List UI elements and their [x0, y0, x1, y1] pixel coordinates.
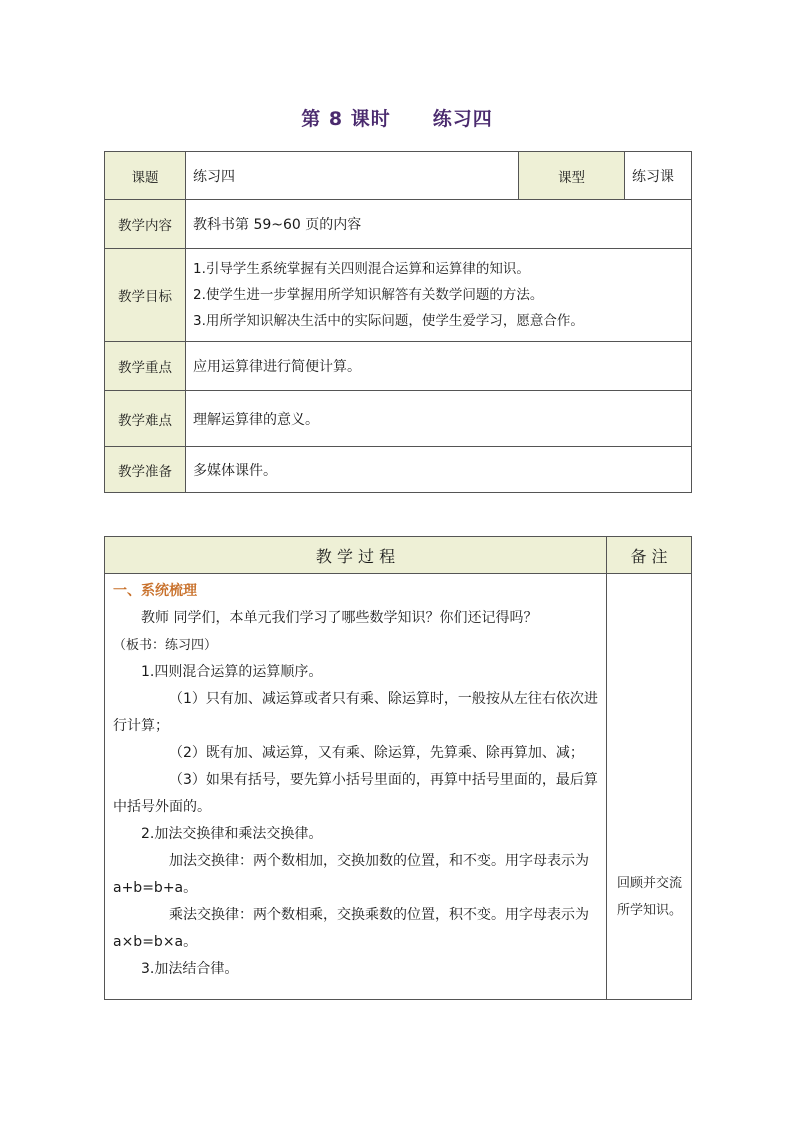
goal-item: 1.引导学生系统掌握有关四则混合运算和运算律的知识。: [193, 261, 530, 277]
item-heading: 3.加法结合律。: [141, 961, 239, 977]
prep-value: 多媒体课件。: [186, 447, 692, 493]
topic-label: 课题: [105, 152, 186, 200]
goal-item: 3.用所学知识解决生活中的实际问题，使学生爱学习，愿意合作。: [193, 313, 584, 329]
goal-item: 2.使学生进一步掌握用所学知识解答有关数学问题的方法。: [193, 287, 544, 303]
item-heading: 1.四则混合运算的运算顺序。: [141, 664, 323, 680]
rule-text: （3）如果有括号，要先算小括号里面的，再算中括号里面的，最后算中括号外面的。: [113, 772, 598, 815]
lesson-topic: 练习四: [432, 108, 493, 130]
key-label: 教学重点: [105, 342, 186, 391]
prep-label: 教学准备: [105, 447, 186, 493]
notes-header: 备 注: [607, 537, 692, 574]
difficulty-label: 教学难点: [105, 391, 186, 447]
rule-text: （2）既有加、减运算，又有乘、除运算，先算乘、除再算加、减；: [169, 745, 584, 761]
rule-text: （1）只有加、减运算或者只有乘、除运算时，一般按从左往右依次进行计算；: [113, 691, 598, 734]
page-title: [0, 104, 794, 131]
key-value: 应用运算律进行简便计算。: [186, 342, 692, 391]
type-value: 练习课: [625, 152, 692, 200]
content-label: 教学内容: [105, 200, 186, 249]
process-note: 回顾并交流所学知识。: [607, 574, 692, 1000]
topic-value: 练习四: [186, 152, 519, 200]
board-note: （板书：练习四）: [113, 638, 218, 653]
process-body: [105, 574, 607, 1000]
rule-text: 加法交换律：两个数相加，交换加数的位置，和不变。用字母表示为 a+b=b+a。: [113, 853, 589, 896]
lesson-number: 第 8 课时: [301, 108, 391, 130]
lesson-info-table: [104, 151, 692, 493]
process-header: 教 学 过 程: [105, 537, 607, 574]
difficulty-value: 理解运算律的意义。: [186, 391, 692, 447]
teaching-process-table: [104, 536, 692, 1000]
teacher-line: 教师 同学们，本单元我们学习了哪些数学知识？你们还记得吗？: [141, 610, 538, 626]
type-label: 课型: [519, 152, 625, 200]
section-heading: 一、系统梳理: [113, 583, 197, 599]
item-heading: 2.加法交换律和乘法交换律。: [141, 826, 323, 842]
rule-text: 乘法交换律：两个数相乘，交换乘数的位置，积不变。用字母表示为 a×b=b×a。: [113, 907, 589, 950]
goal-label: 教学目标: [105, 249, 186, 342]
content-value: 教科书第 59~60 页的内容: [186, 200, 692, 249]
goals-cell: [186, 249, 692, 342]
